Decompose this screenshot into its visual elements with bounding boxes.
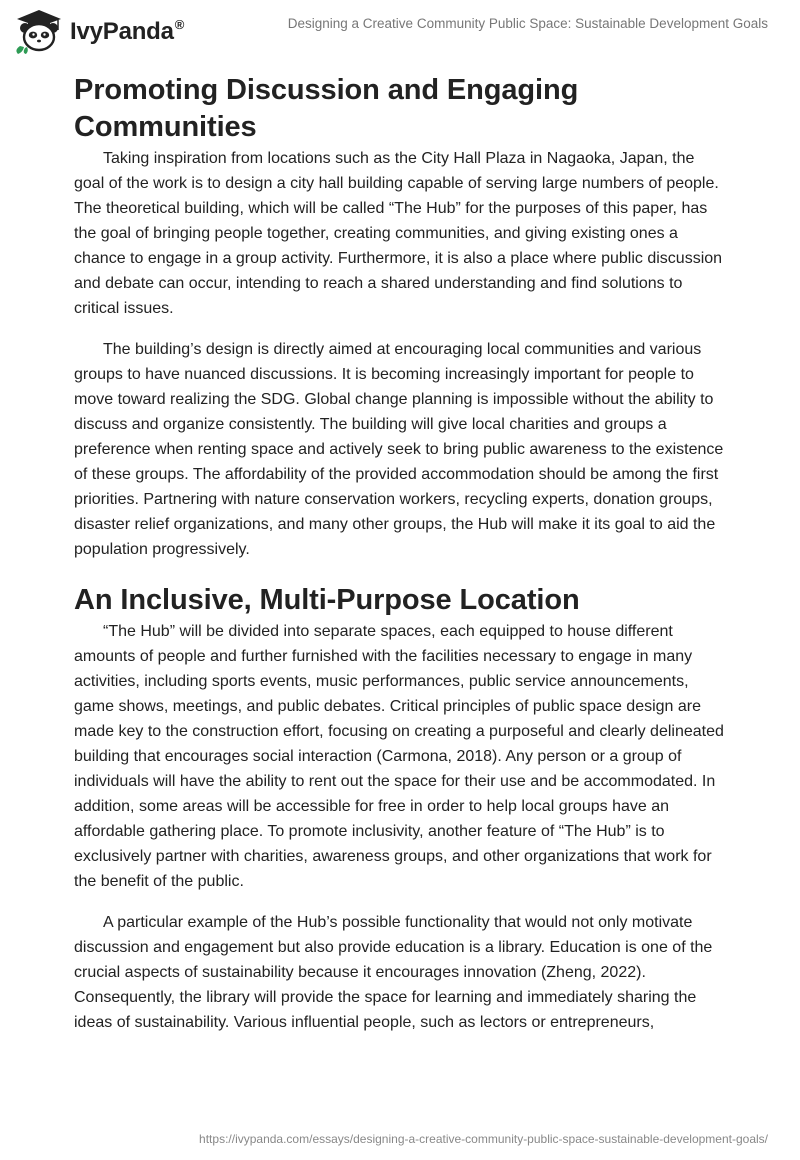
paragraph: The building’s design is directly aimed at encouraging local communities and various groups to have nuanced discussions. It is becoming increasingly important for people to move toward realizing the SDG. Global change planning is impossible without the ability to discuss and organize consistently. The building will give local charities and groups a preference when renting space and actively seek to bring public awareness to the existence of these groups. The affordability of the provided accommodation should be among the first priorities. Partnering with nature conservation workers, recycling experts, donation groups, disaster relief organizations, and many other groups, the Hub will make it its goal to aid the population progressively. bbox=[74, 341, 724, 558]
paragraph: Taking inspiration from locations such as the City Hall Plaza in Nagaoka, Japan, the goal of the work is to design a city hall building capable of serving large numbers of people. The theoretical building, which will be called “The Hub” for the purposes of this paper, has the goal of bringing people together, creating communities, and giving existing ones a chance to engage in a group activity. Furthermore, it is also a place where public discussion and debate can occur, intending to reach a shared understanding and find solutions to critical issues. bbox=[74, 150, 723, 317]
document-title: Designing a Creative Community Public Space: Sustainable Development Goals bbox=[287, 16, 768, 31]
brand-name: IvyPanda® bbox=[70, 16, 185, 45]
page-header bbox=[0, 0, 800, 64]
paragraph: “The Hub” will be divided into separate spaces, each equipped to house different amounts of people and further furnished with the facilities necessary to engage in many activities, including sports events, music performances, public service announcements, game shows, meetings, and public debates. Critical principles of public space design are made key to the construction effort, focusing on creating a purposeful and clearly delineated building that encourages social interaction (Carmona, 2018). Any person or a group of individuals will have the ability to rent out the space for their use and be accommodated. In addition, some areas will be accessible for free in order to help local groups have an affordable gathering place. To promote inclusivity, another feature of “The Hub” is to exclusively partner with charities, awareness groups, and other organizations that work for the benefit of the public. bbox=[74, 623, 724, 890]
section-promoting-discussion bbox=[74, 72, 724, 562]
panda-graduate-icon bbox=[14, 8, 64, 54]
paragraph: A particular example of the Hub’s possible functionality that would not only motivate discussion and engagement but also provide education is a library. Education is one of the crucial aspects of sustainability because it encourages innovation (Zheng, 2022). Consequently, the library will provide the space for learning and immediately sharing the ideas of sustainability. Various influential people, such as lectors or entrepreneurs, bbox=[74, 914, 713, 1031]
section-heading: Promoting Discussion and Engaging Communities bbox=[74, 74, 579, 143]
essay-content bbox=[74, 72, 724, 1035]
ivypanda-logo[interactable] bbox=[14, 8, 184, 54]
section-inclusive-location bbox=[74, 582, 724, 1035]
source-url-link[interactable]: https://ivypanda.com/essays/designing-a-creative-community-public-space-sustainable-development-goals/ bbox=[199, 1132, 768, 1146]
section-heading: An Inclusive, Multi-Purpose Location bbox=[74, 584, 580, 616]
